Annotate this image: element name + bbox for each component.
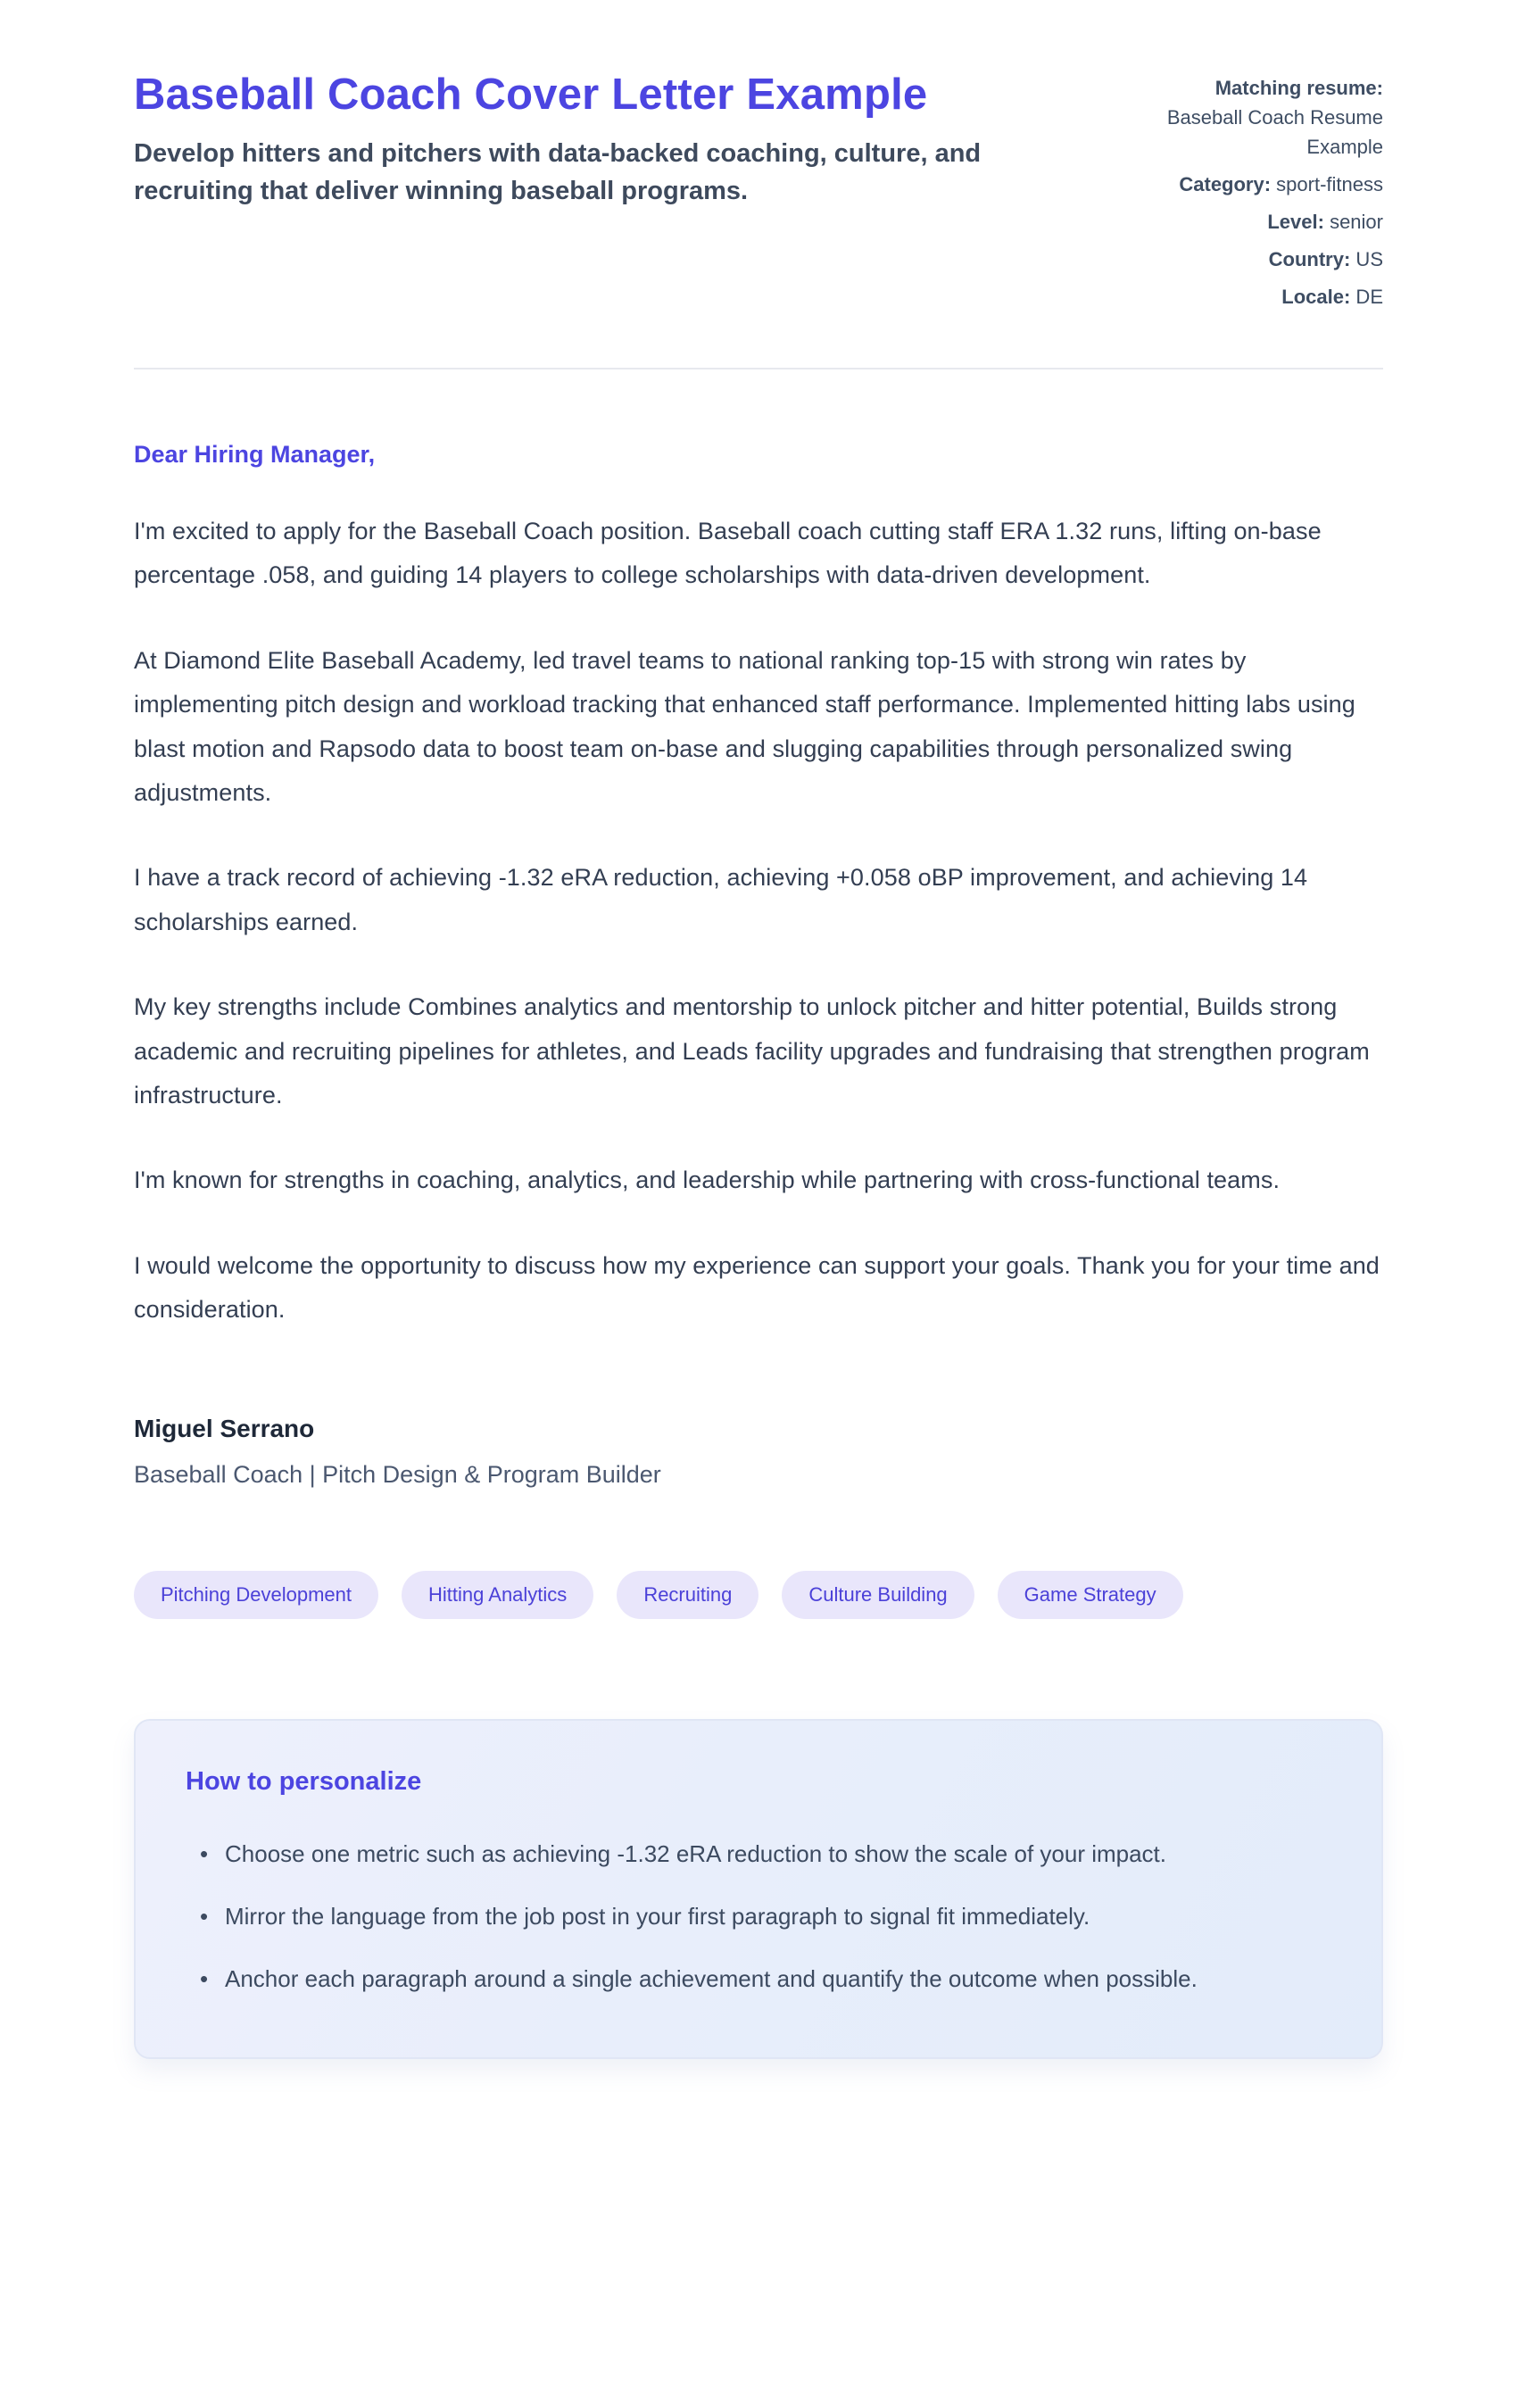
- meta-item-label: Category:: [1179, 173, 1272, 195]
- header-meta-block: [1147, 70, 1383, 320]
- header-divider: [134, 368, 1383, 370]
- matching-resume-label: Matching resume:: [1214, 77, 1383, 99]
- letter-paragraph: My key strengths include Combines analytics and mentorship to unlock pitcher and hitter potential, Builds strong academic and recruiting pipelines for athletes, and Leads facility upgrades and fundraising that strengthen program infrastructure.: [134, 993, 1370, 1109]
- personalize-bullet: • Choose one metric such as achieving -1.32 eRA reduction to show the scale of your impact.: [212, 1832, 1331, 1875]
- personalize-heading: How to personalize: [186, 1766, 422, 1796]
- meta-item-value: sport-fitness: [1271, 173, 1383, 195]
- tag-pill[interactable]: Pitching Development: [134, 1571, 378, 1619]
- meta-item: [1147, 170, 1383, 199]
- meta-item-label: Country:: [1268, 248, 1351, 270]
- matching-resume-link[interactable]: Baseball Coach Resume Example: [1166, 106, 1383, 158]
- tag-pill[interactable]: Hitting Analytics: [402, 1571, 593, 1619]
- header-title-block: [134, 70, 991, 210]
- letter-body: [134, 510, 1383, 1333]
- personalize-list: [186, 1832, 1331, 2000]
- meta-item-value: US: [1350, 248, 1383, 270]
- tag-row: [134, 1571, 1383, 1619]
- letter-paragraph: I'm known for strengths in coaching, analytics, and leadership while partnering with cross-functional teams.: [134, 1167, 1281, 1194]
- signature-name: Miguel Serrano: [134, 1414, 315, 1442]
- meta-item: [1147, 282, 1383, 311]
- page-title: Baseball Coach Cover Letter Example: [134, 71, 928, 119]
- meta-item: [1147, 245, 1383, 274]
- meta-item-label: Level:: [1267, 211, 1324, 233]
- letter-greeting: Dear Hiring Manager,: [134, 441, 376, 468]
- matching-resume-group: [1147, 73, 1383, 162]
- letter-paragraph: I have a track record of achieving -1.32 eRA reduction, achieving +0.058 oBP improvement, and achieving 14 scholarships earned.: [134, 864, 1308, 935]
- letter-paragraph: I would welcome the opportunity to discuss how my experience can support your goals. Thank you for your time and consideration.: [134, 1251, 1380, 1324]
- letter-paragraph: At Diamond Elite Baseball Academy, led travel teams to national ranking top-15 with strong win rates by implementing pitch design and workload tracking that enhanced staff performance. Implemented hitting labs using blast motion and Rapsodo data to boost team on-base and slugging capabilities through personalized swing adjustments.: [134, 646, 1355, 807]
- personalize-bullet: • Mirror the language from the job post in your first paragraph to signal fit immediately.: [212, 1895, 1331, 1938]
- meta-item-value: senior: [1323, 211, 1383, 233]
- tag-pill[interactable]: Culture Building: [782, 1571, 974, 1619]
- letter-paragraph: I'm excited to apply for the Baseball Coach position. Baseball coach cutting staff ERA 1.32 runs, lifting on-base percentage .058, and guiding 14 players to college scholarships with data-driven development.: [134, 518, 1322, 589]
- meta-item: [1147, 207, 1383, 237]
- meta-item-label: Locale:: [1281, 286, 1351, 308]
- page-subtitle: Develop hitters and pitchers with data-backed coaching, culture, and recruiting that deliver winning baseball programs.: [134, 139, 982, 206]
- page-header: [134, 70, 1383, 320]
- meta-items: [1147, 170, 1383, 311]
- signature-role: Baseball Coach | Pitch Design & Program Builder: [134, 1460, 661, 1488]
- personalize-box: [134, 1719, 1383, 2059]
- personalize-bullet: • Anchor each paragraph around a single achievement and quantify the outcome when possible.: [212, 1957, 1331, 2000]
- meta-item-value: DE: [1350, 286, 1383, 308]
- tag-pill[interactable]: Game Strategy: [998, 1571, 1183, 1619]
- tag-pill[interactable]: Recruiting: [617, 1571, 758, 1619]
